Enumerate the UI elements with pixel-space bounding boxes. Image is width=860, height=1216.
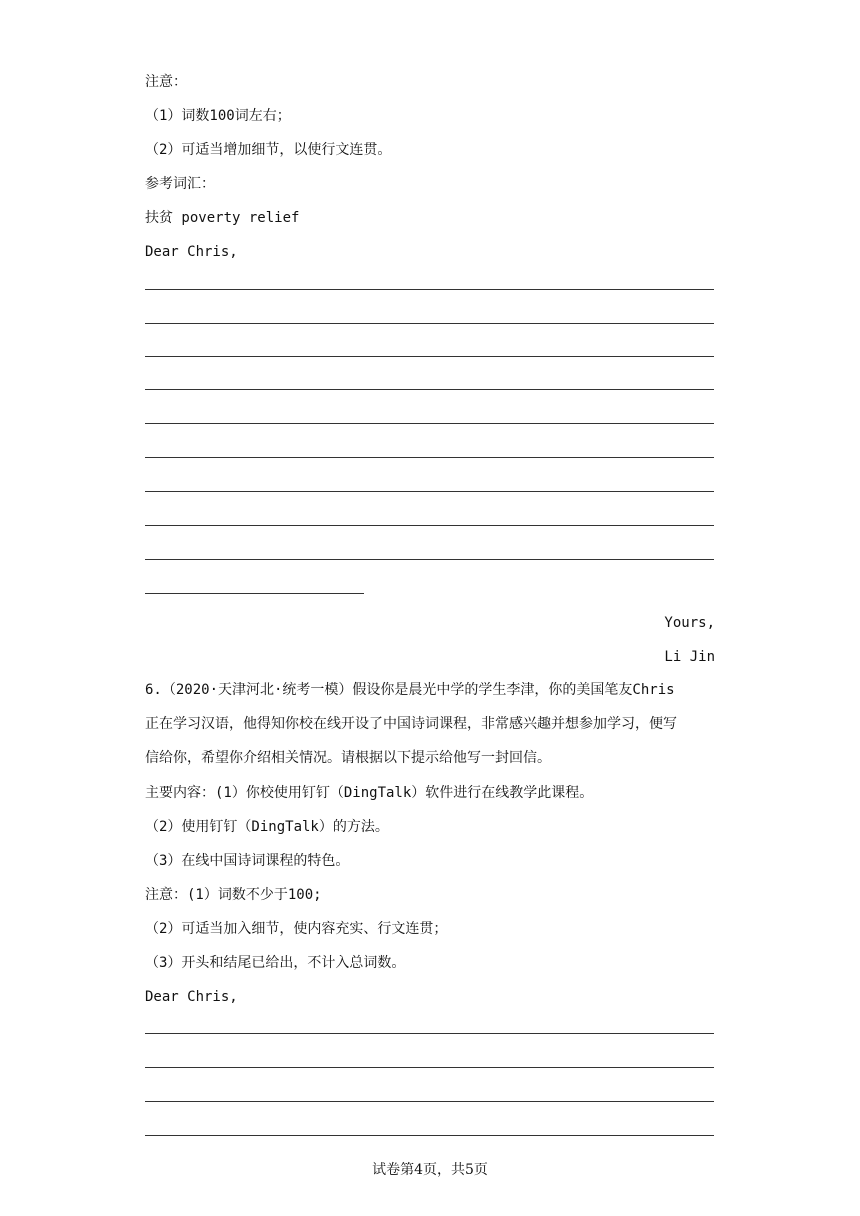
writing-line bbox=[145, 423, 714, 424]
question-6-prompt bbox=[145, 673, 715, 775]
page-footer: 试卷第4页，共5页 bbox=[372, 1162, 488, 1178]
writing-line bbox=[145, 525, 714, 526]
letter-salutation: Dear Chris, bbox=[145, 244, 238, 260]
letter-signature: Li Jin bbox=[664, 649, 715, 665]
writing-line bbox=[145, 457, 714, 458]
writing-line bbox=[145, 1135, 714, 1136]
q6-note-item-2: （2）可适当加入细节，使内容充实、行文连贯； bbox=[145, 921, 448, 937]
writing-line bbox=[145, 1033, 714, 1034]
q6-note-item-1: 注意：(1）词数不少于100; bbox=[145, 887, 322, 903]
letter-closing: Yours, bbox=[664, 615, 715, 631]
writing-line bbox=[145, 491, 714, 492]
note-item-2: （2）可适当增加细节，以使行文连贯。 bbox=[145, 142, 392, 158]
writing-line bbox=[145, 323, 714, 324]
prompt-line: 正在学习汉语，他得知你校在线开设了中国诗词课程，非常感兴趣并想参加学习，便写 bbox=[145, 716, 677, 732]
prompt-line: 6.（2020·天津河北·统考一模）假设你是晨光中学的学生李津，你的美国笔友Chris bbox=[145, 682, 675, 698]
note-label: 注意： bbox=[145, 74, 187, 90]
prompt-line: 信给你，希望你介绍相关情况。请根据以下提示给他写一封回信。 bbox=[145, 750, 551, 766]
content-item-2: （2）使用钉钉（DingTalk）的方法。 bbox=[145, 819, 389, 835]
writing-line bbox=[145, 559, 714, 560]
q6-note-item-3: （3）开头和结尾已给出，不计入总词数。 bbox=[145, 955, 406, 971]
q6-salutation: Dear Chris, bbox=[145, 989, 238, 1005]
writing-line bbox=[145, 356, 714, 357]
writing-line bbox=[145, 1067, 714, 1068]
note-item-1: （1）词数100词左右； bbox=[145, 108, 291, 124]
vocab-label: 参考词汇： bbox=[145, 176, 215, 192]
writing-line bbox=[145, 1101, 714, 1102]
writing-line bbox=[145, 289, 714, 290]
writing-line-short bbox=[145, 593, 364, 594]
vocab-item: 扶贫 poverty relief bbox=[145, 210, 300, 226]
writing-line bbox=[145, 389, 714, 390]
content-item-3: （3）在线中国诗词课程的特色。 bbox=[145, 853, 350, 869]
content-item-1: 主要内容：(1）你校使用钉钉（DingTalk）软件进行在线教学此课程。 bbox=[145, 785, 594, 801]
